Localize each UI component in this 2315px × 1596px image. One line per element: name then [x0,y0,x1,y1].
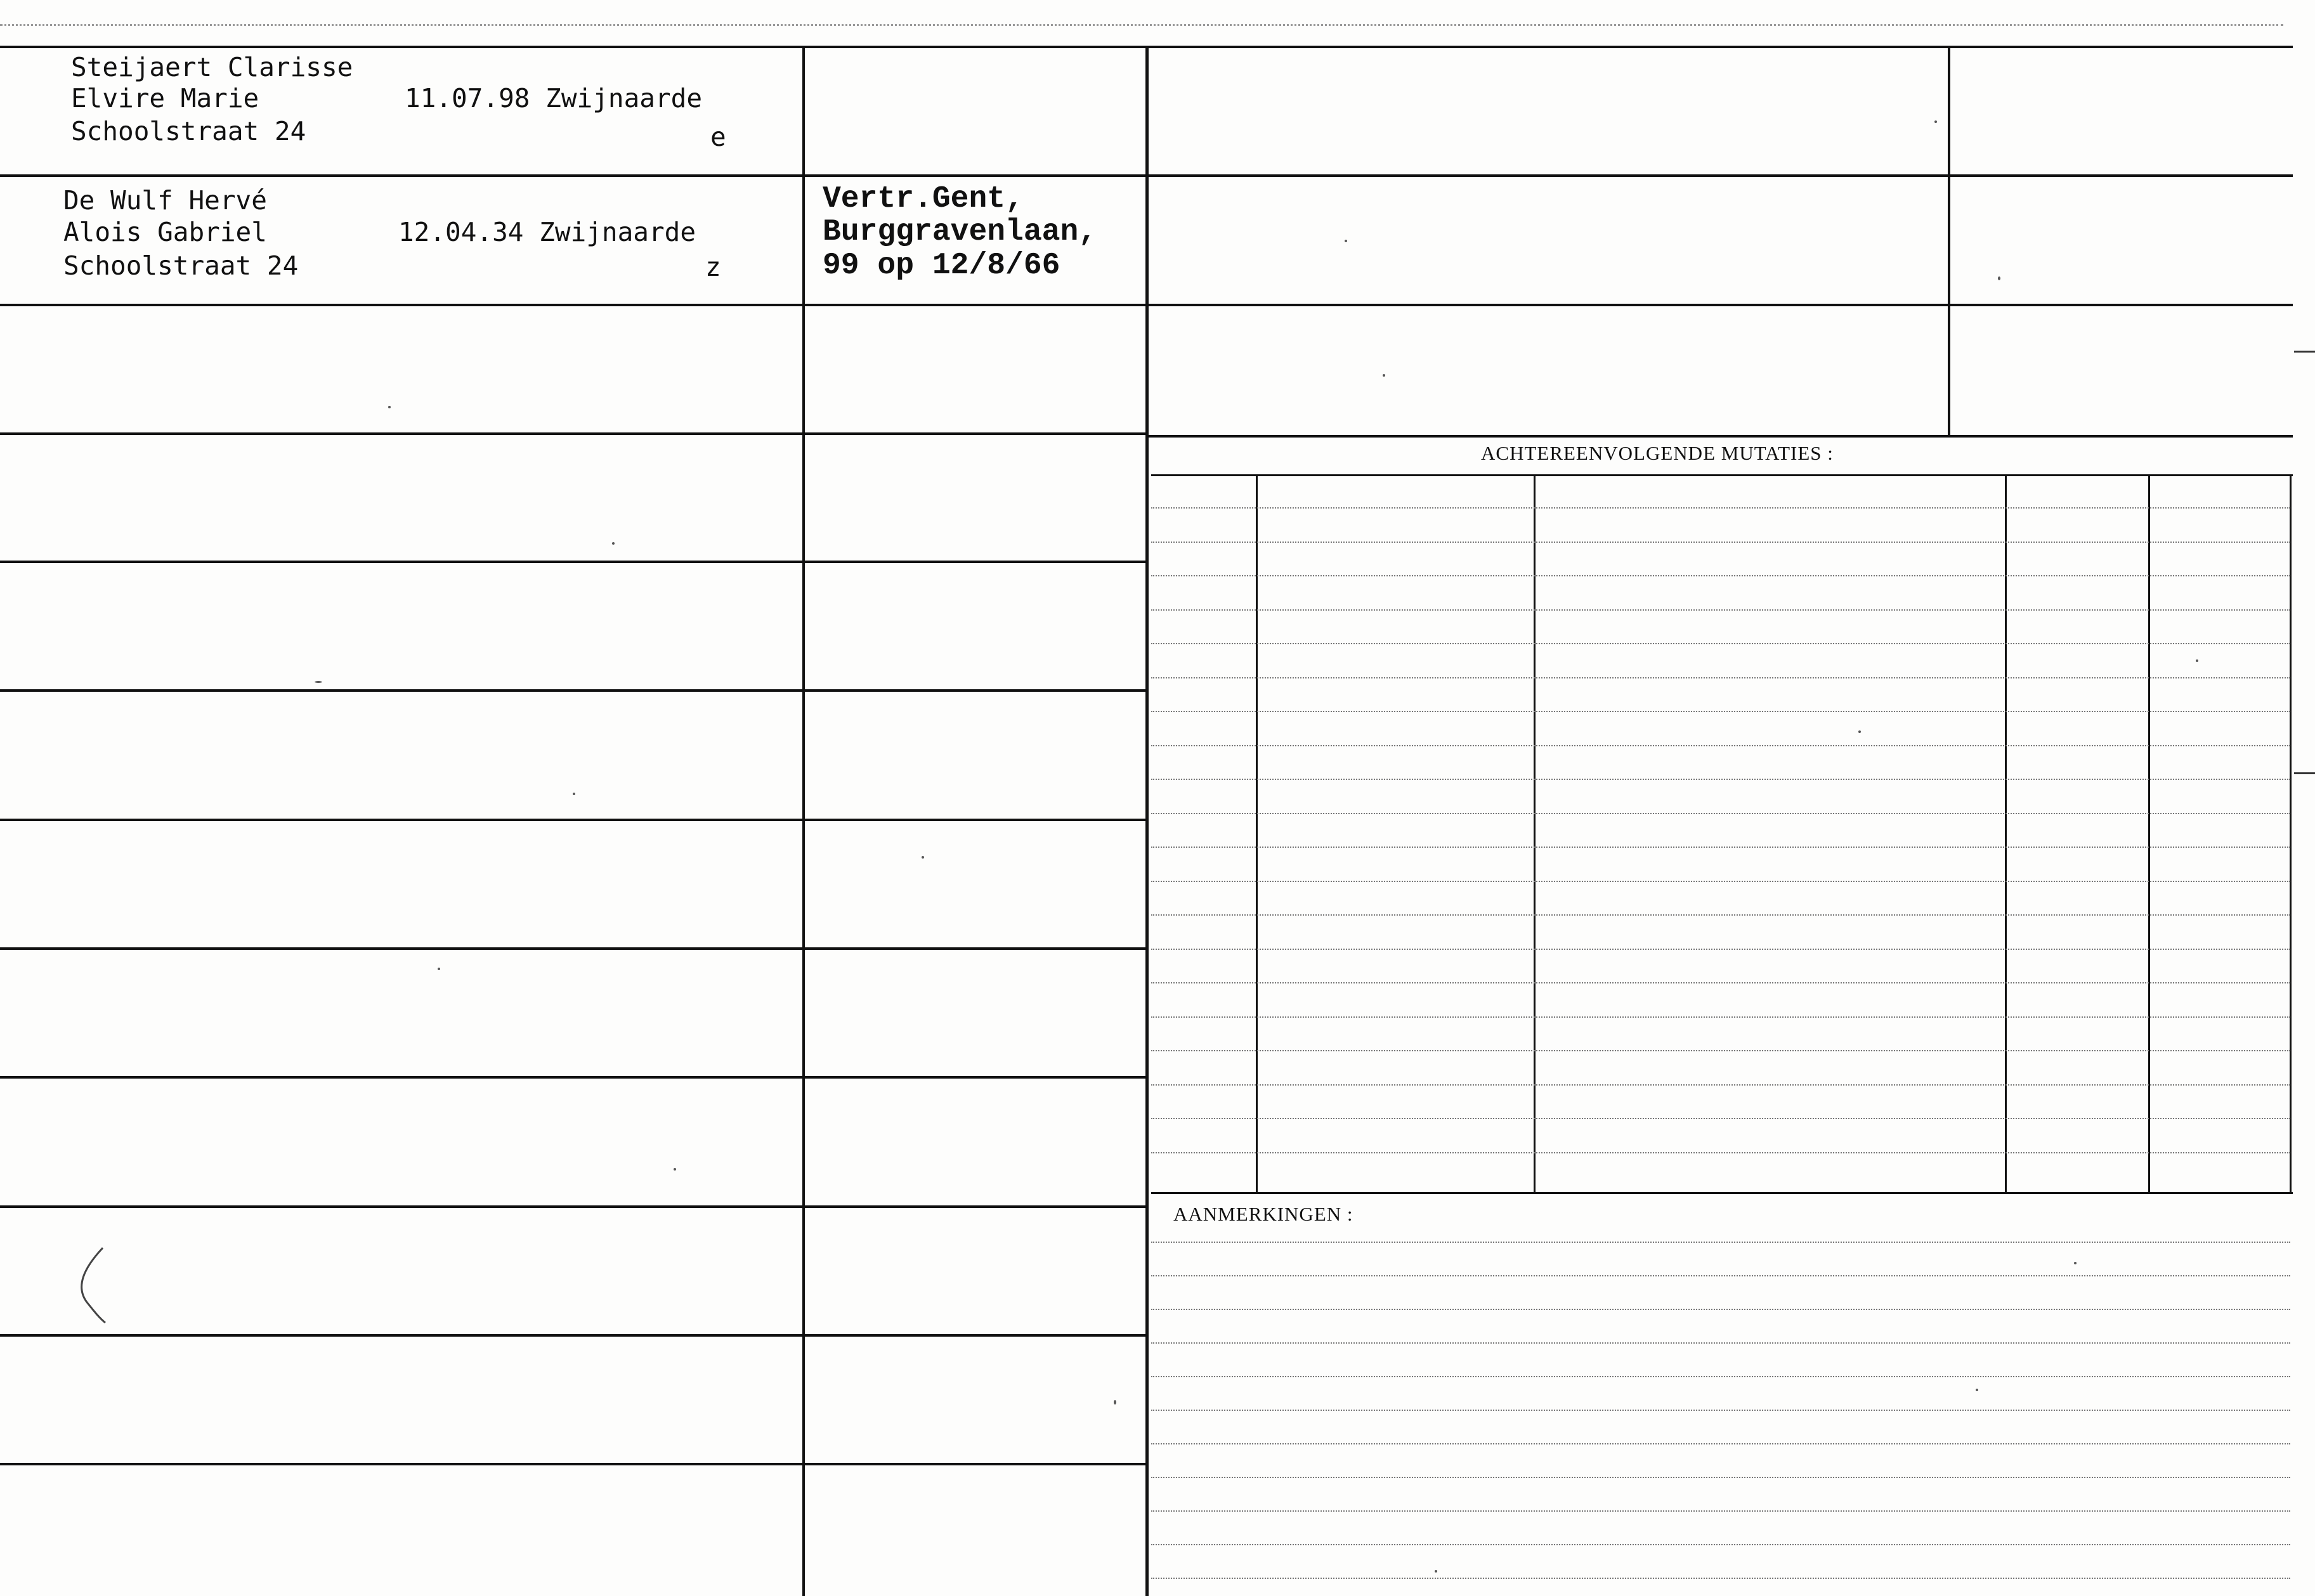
speck [1435,1570,1437,1573]
speck [2074,1262,2077,1264]
record-2-mark: z [705,252,721,282]
aanmerkingen-ruled-line [1151,1342,2290,1344]
row-line-7 [0,947,1148,950]
mutaties-ruled-line [1151,542,2290,543]
record-1-birth: 11.07.98 Zwijnaarde [405,83,702,114]
speck [573,793,575,795]
mutaties-ruled-line [1151,847,2290,848]
row-line-2 [0,304,1148,306]
column-divider-2 [1145,47,1149,1596]
speck [1976,1389,1978,1391]
speck [612,542,615,545]
speck [1998,276,2000,280]
mutaties-ruled-line [1151,881,2290,882]
aanmerkingen-ruled-line [1151,1578,2290,1579]
record-1-given-names: Elvire Marie [71,83,259,114]
mutaties-col-line-4 [2148,474,2150,1194]
mutaties-ruled-line [1151,1084,2290,1086]
row-line-9 [0,1205,1148,1208]
speck [1383,374,1385,377]
record-2-note-line-3: 99 op 12/8/66 [823,249,1060,283]
mutaties-ruled-line [1151,609,2290,611]
record-2-note-line-2: Burggravenlaan, [823,215,1097,249]
aanmerkingen-ruled-line [1151,1410,2290,1411]
mutaties-ruled-line [1151,643,2290,644]
aanmerkingen-ruled-line [1151,1510,2290,1512]
mutaties-heading: ACHTEREENVOLGENDE MUTATIES : [1481,442,1834,464]
aanmerkingen-heading: AANMERKINGEN : [1173,1203,1353,1225]
row-line-11 [0,1463,1148,1465]
row-line-3 [0,432,1148,435]
top-edge-noise [0,24,2283,26]
aanmerkingen-ruled-line [1151,1275,2290,1276]
mutaties-ruled-line [1151,914,2290,916]
mutaties-ruled-line [1151,745,2290,746]
speck [922,856,924,859]
mutaties-ruled-line [1151,949,2290,950]
right-row-line-1 [1149,174,2293,177]
right-edge-tick-1 [2294,351,2315,353]
mutaties-top-line [1151,474,2293,476]
row-line-10 [0,1334,1148,1337]
aanmerkingen-ruled-line [1151,1544,2290,1545]
record-1-name: Steijaert Clarisse [71,52,353,82]
mutaties-col-line-3 [2005,474,2007,1194]
record-2-given-names: Alois Gabriel [63,217,267,247]
aanmerkingen-area [1151,1198,2293,1596]
aanmerkingen-ruled-line [1151,1443,2290,1444]
mutaties-grid [1151,474,2293,1195]
mutaties-col-line-5 [2290,474,2292,1194]
row-line-5 [0,689,1148,692]
mutaties-ruled-line [1151,507,2290,509]
aanmerkingen-ruled-line [1151,1376,2290,1377]
right-edge-tick-2 [2294,772,2315,774]
record-2-note-line-1: Vertr.Gent, [823,182,1024,216]
record-2-address: Schoolstraat 24 [63,250,299,281]
aanmerkingen-ruled-line [1151,1309,2290,1310]
mutaties-ruled-line [1151,1118,2290,1119]
mutaties-ruled-line [1151,1050,2290,1051]
speck [674,1168,676,1171]
mutaties-bottom-line [1151,1192,2293,1194]
mutaties-col-line-2 [1534,474,1536,1194]
mutaties-col-line-1 [1256,474,1258,1194]
row-line-8 [0,1076,1148,1079]
mutaties-ruled-line [1151,677,2290,678]
speck [1114,1400,1116,1405]
aanmerkingen-ruled-line [1151,1477,2290,1478]
mutaties-ruled-line [1151,711,2290,712]
speck [2196,659,2198,662]
speck [315,681,322,683]
mutaties-ruled-line [1151,779,2290,780]
aanmerkingen-ruled-line [1151,1242,2290,1243]
speck [438,968,440,970]
mutaties-ruled-line [1151,1152,2290,1153]
record-1-address: Schoolstraat 24 [71,116,306,146]
speck [1345,240,1347,242]
right-row-line-3 [1149,435,2293,438]
right-column-divider [1948,48,1950,435]
mutaties-ruled-line [1151,982,2290,983]
pencil-bracket-mark [70,1243,114,1332]
record-2-name: De Wulf Hervé [63,185,267,216]
right-row-line-2 [1149,304,2293,306]
record-1-mark: e [710,122,726,152]
speck [1934,120,1937,123]
speck [388,406,391,408]
mutaties-ruled-line [1151,813,2290,814]
row-line-4 [0,561,1148,563]
speck [1858,730,1861,733]
row-line-1 [0,174,1148,177]
row-line-6 [0,819,1148,821]
column-divider-1 [802,47,805,1596]
mutaties-ruled-line [1151,1016,2290,1018]
record-2-birth: 12.04.34 Zwijnaarde [398,217,696,247]
mutaties-ruled-line [1151,575,2290,576]
